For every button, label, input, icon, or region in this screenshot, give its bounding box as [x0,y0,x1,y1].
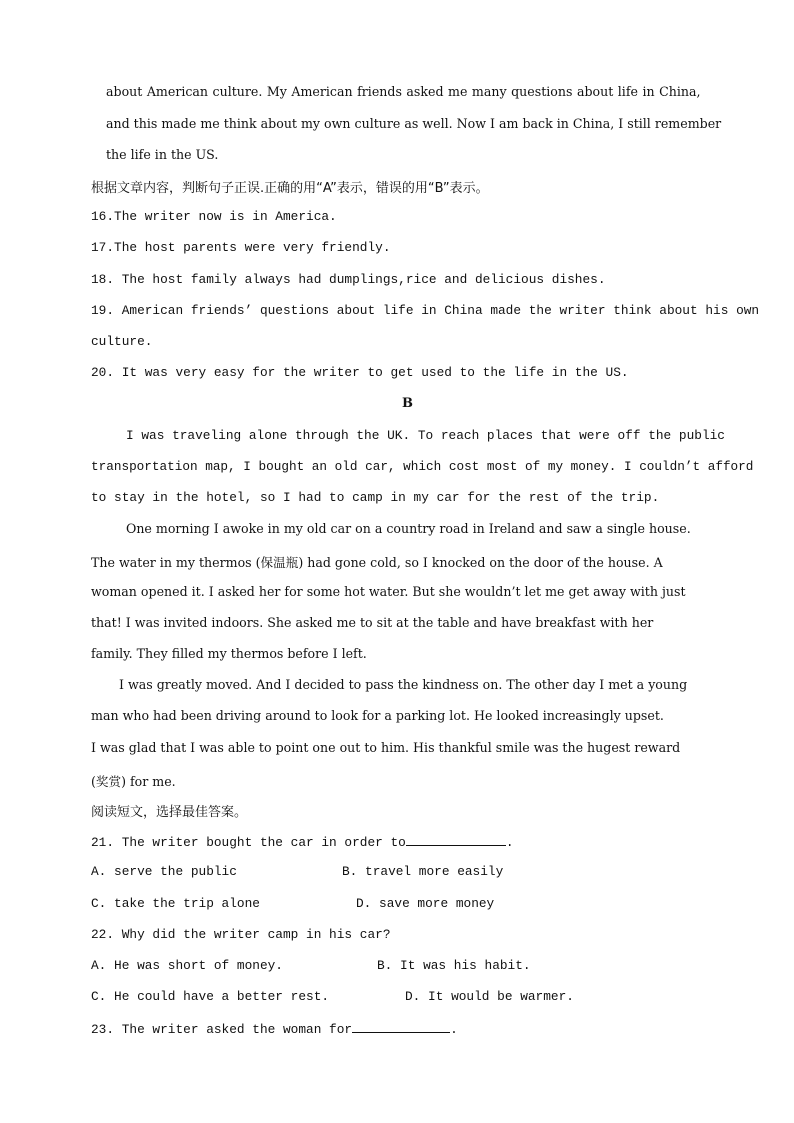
passage-b-p1-line-1: I was traveling alone through the UK. To reach places that were off the public [126,428,725,443]
passage-b-p2-line-4: that! I was invited indoors. She asked me to sit at the table and have breakfast with her [91,615,654,630]
q22-option-c: C. He could have a better rest. [91,989,330,1004]
question-23 [91,1020,458,1037]
q21-option-b: B. travel more easily [342,864,504,879]
passage-b-p3-line-2: man who had been driving around to look for a parking lot. He looked increasingly upset. [91,708,664,723]
question-23-end: . [450,1022,458,1037]
q21-option-a: A. serve the public [91,864,237,879]
question-21-stem: 21. The writer bought the car in order to [91,835,406,850]
q21-option-d: D. save more money [356,896,495,911]
answer-blank[interactable] [352,1020,450,1033]
question-22: 22. Why did the writer camp in his car? [91,927,391,942]
passage-b-p2-line-2: The water in my thermos (保温瓶) had gone cold, so I knocked on the door of the house. A [91,555,663,570]
tf-instruction: 根据文章内容，判断句子正误.正确的用“A”表示，错误的用“B”表示。 [91,181,489,196]
passage-a-line-2: and this made me think about my own culture as well. Now I am back in China, I still remember [106,116,722,131]
q22-option-d: D. It would be warmer. [405,989,574,1004]
passage-a-line-1: about American culture. My American friends asked me many questions about life in China, [106,84,701,99]
passage-b-heading: B [402,396,413,411]
q22-option-b: B. It was his habit. [377,958,531,973]
passage-b-p2-line-1: One morning I awoke in my old car on a country road in Ireland and saw a single house. [126,521,691,536]
passage-b-p3-line-1: I was greatly moved. And I decided to pass the kindness on. The other day I met a young [119,677,688,692]
answer-blank[interactable] [406,833,506,846]
question-19-line-2: culture. [91,334,153,349]
question-18: 18. The host family always had dumplings,rice and delicious dishes. [91,272,606,287]
question-16: 16.The writer now is in America. [91,209,337,224]
passage-a-line-3: the life in the US. [106,147,219,162]
question-21-end: . [505,835,514,850]
question-21 [91,833,514,850]
question-23-stem: 23. The writer asked the woman for [91,1022,353,1037]
mc-instruction: 阅读短文，选择最佳答案。 [91,805,248,820]
passage-b-p3-line-3: I was glad that I was able to point one out to him. His thankful smile was the hugest reward [91,740,681,755]
passage-b-p2-line-5: family. They filled my thermos before I left. [91,646,367,661]
q21-option-c: C. take the trip alone [91,896,260,911]
question-19-line-1: 19. American friends’ questions about life in China made the writer think about his own [91,303,760,318]
q22-option-a: A. He was short of money. [91,958,283,973]
passage-b-p1-line-2: transportation map, I bought an old car, which cost most of my money. I couldn’t afford [91,459,754,474]
passage-b-p2-line-3: woman opened it. I asked her for some hot water. But she wouldn’t let me get away with just [91,584,686,599]
question-17: 17.The host parents were very friendly. [91,240,391,255]
passage-b-p3-line-4: (奖赏) for me. [91,774,176,789]
passage-b-p1-line-3: to stay in the hotel, so I had to camp in my car for the rest of the trip. [91,490,660,505]
question-20: 20. It was very easy for the writer to get used to the life in the US. [91,365,629,380]
